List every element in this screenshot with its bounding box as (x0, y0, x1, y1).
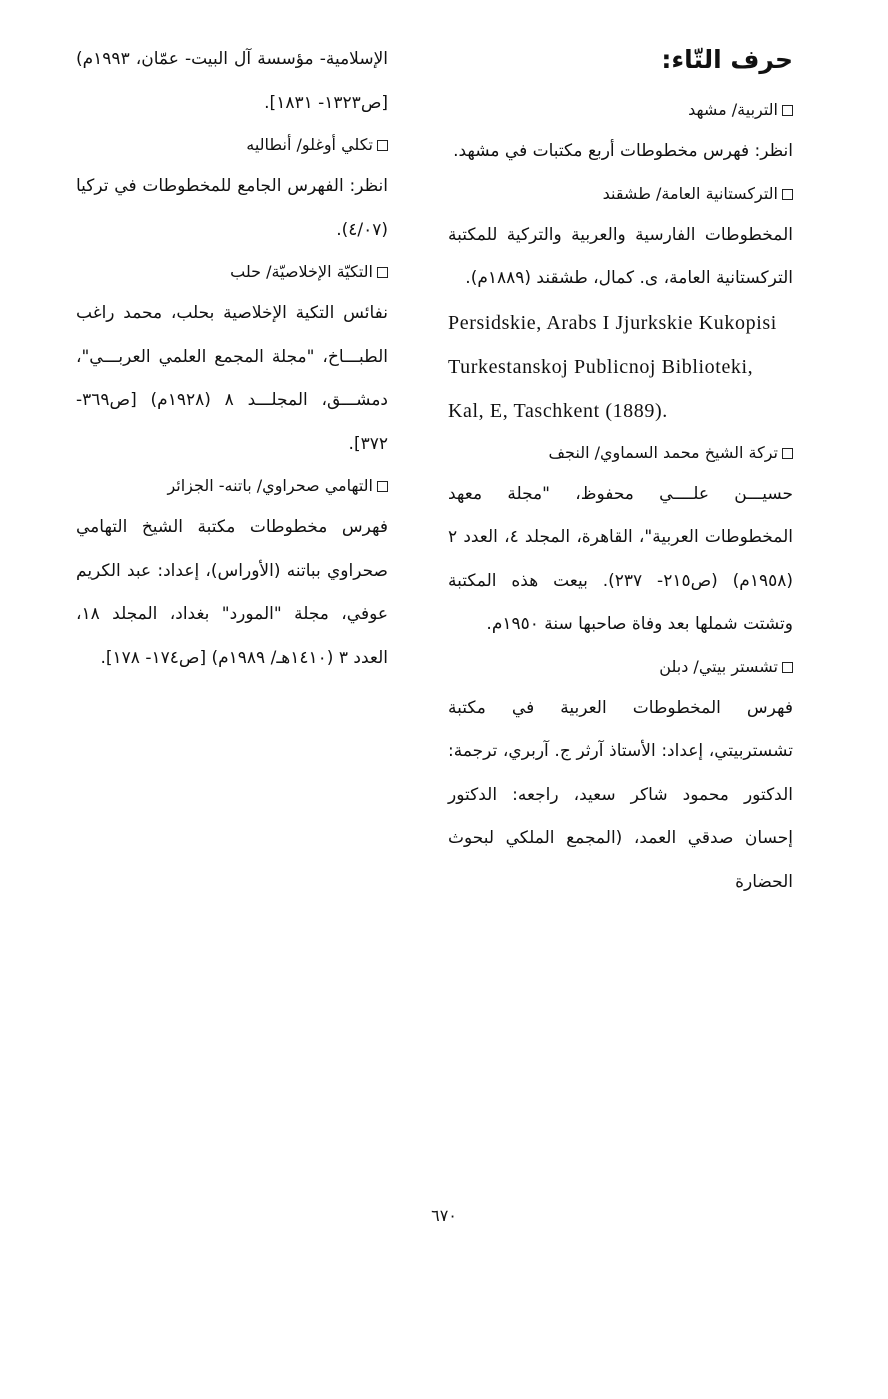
checkbox-icon (377, 267, 388, 278)
checkbox-icon (782, 662, 793, 673)
entry-title (76, 252, 388, 292)
checkbox-icon (782, 448, 793, 459)
entry (76, 466, 388, 680)
entry-body: المخطوطات الفارسية والعربية والتركية للمكتبة التركستانية العامة، ى. كمال، طشقند (١٨٨٩م). (448, 224, 793, 288)
left-column (76, 38, 388, 680)
entry-title-text: تركة الشيخ محمد السماوي/ النجف (548, 442, 778, 462)
entry-title (76, 466, 388, 506)
entry (76, 125, 388, 252)
entry-title-text: تكلي أوغلو/ أنطاليه (246, 135, 373, 154)
checkbox-icon (377, 481, 388, 492)
entry-title-text: التهامي صحراوي/ باتنه- الجزائر (167, 476, 373, 495)
entry (448, 90, 793, 174)
page-number: ٦٧٠ (431, 1206, 457, 1225)
entry (448, 647, 793, 905)
entry-title (448, 90, 793, 130)
checkbox-icon (782, 189, 793, 200)
entry-body: حسيـــن علــــي محفوظ، "مجلة معهد المخطوطات العربية"، القاهرة، المجلد ٤، العدد ٢ (١٩٥٨م) (ص٢١٥- ٢٣٧). بيعت هذه المكتبة وتشتت شملها بعد وفاة صاحبها سنة ١٩٥٠م. (448, 483, 793, 634)
entry-body: انظر: الفهرس الجامع للمخطوطات في تركيا (٤/٠٧). (76, 176, 388, 240)
entry (448, 174, 793, 433)
section-heading: حرف التّاء: (661, 45, 793, 74)
entry-title (448, 174, 793, 214)
entry-body: فهرس مخطوطات مكتبة الشيخ التهامي صحراوي بباتنه (الأوراس)، إعداد: عبد الكريم عوفي، مجلة "المورد" بغداد، المجلد ١٨، العدد ٣ (١٤١٠هـ/ ١٩٨٩م) [ص١٧٤- ١٧٨]. (76, 517, 388, 668)
entry-title (76, 125, 388, 165)
continuation-text: الإسلامية- مؤسسة آل البيت- عمّان، ١٩٩٣م) [ص١٣٢٣- ١٨٣١]. (76, 49, 388, 113)
entry (76, 252, 388, 466)
entry-title (448, 647, 793, 687)
entry-title (448, 433, 793, 473)
entry-title-text: التربية/ مشهد (688, 100, 778, 119)
entry-body: فهرس المخطوطات العربية في مكتبة تشستربيتي، إعداد: الأستاذ آرثر ج. آربري، ترجمة: الدكتور محمود شاكر سعيد، راجعه: الدكتور إحسان صدقي العمد، (المجمع الملكي لبحوث الحضارة (448, 697, 793, 892)
entry-title-text: التركستانية العامة/ طشقند (602, 183, 778, 203)
entry-title-text: التكيّة الإخلاصيّة/ حلب (230, 262, 373, 281)
right-column (448, 30, 793, 904)
entry-body: نفائس التكية الإخلاصية بحلب، محمد راغب الطبـــاخ، "مجلة المجمع العلمي العربـــي"، دمشـــق، المجلـــد ٨ (١٩٢٨م) [ص٣٦٩- ٣٧٢]. (76, 303, 388, 454)
entry-title-text: تشستر بيتي/ دبلن (659, 656, 778, 676)
entry-body: انظر: فهرس مخطوطات أربع مكتبات في مشهد. (453, 141, 793, 161)
entry (448, 433, 793, 647)
entry-latin-title: Persidskie, Arabs I Jjurkskie Kukopisi Turkestanskoj Publicnoj Biblioteki, Kal, E, Taschkent (1889). (448, 311, 777, 422)
checkbox-icon (377, 140, 388, 151)
checkbox-icon (782, 105, 793, 116)
